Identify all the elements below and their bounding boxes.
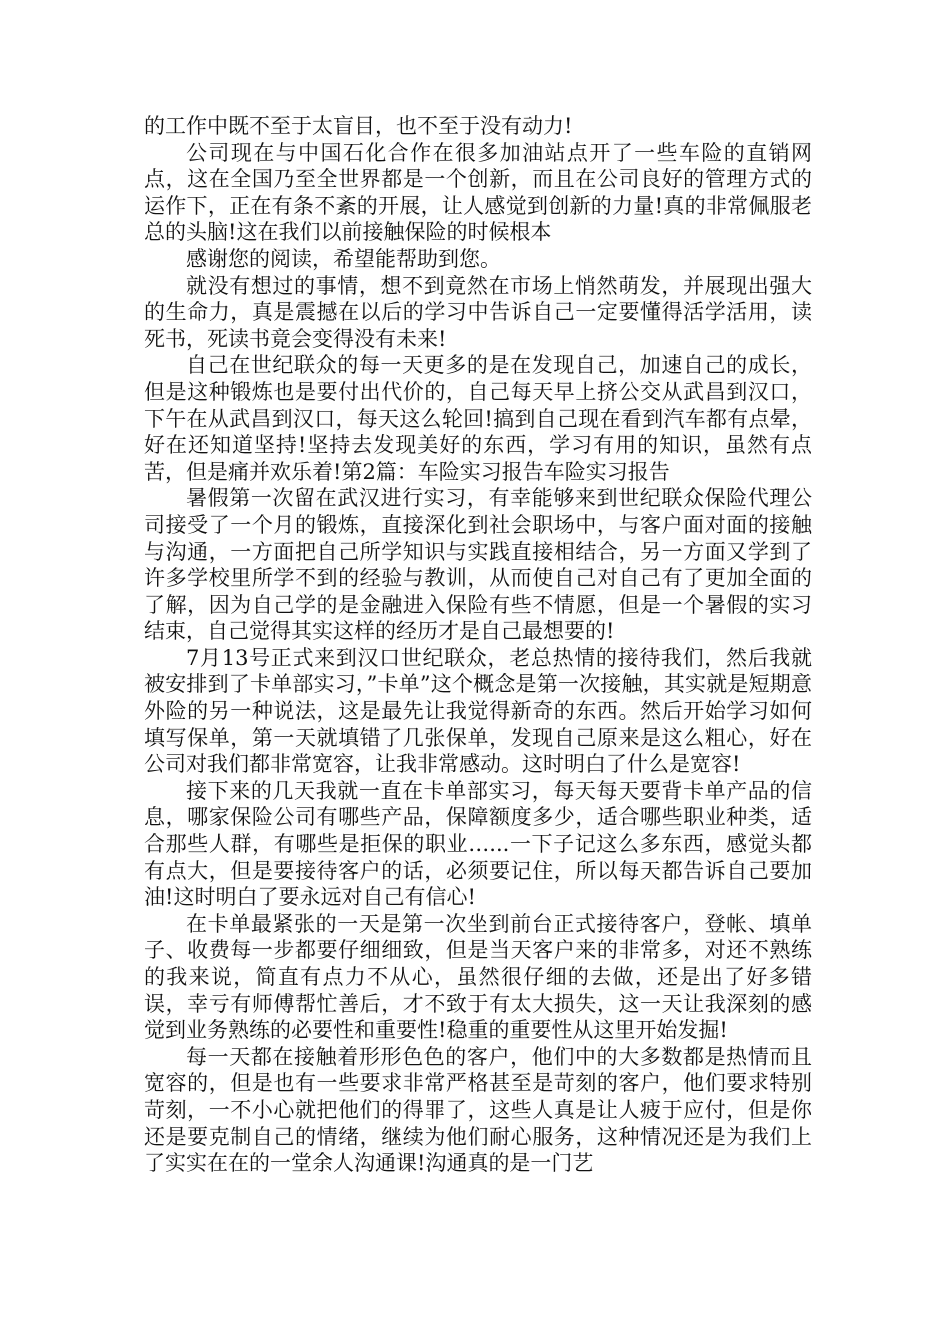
paragraph-thanks-note: 感谢您的阅读，希望能帮助到您。	[186, 246, 501, 271]
paragraph: 暑假第一次留在武汉进行实习，有幸能够来到世纪联众保险代理公司接受了一个月的锻炼，直接深化到社会职场中，与客户面对面的接触与沟通，一方面把自己所学知识与实践直接相结合，另一方面又学到了许多学校里所学不到的经验与教训，从而使自己对自己有了更加全面的了解，因为自己学的是金融进入保险有些不情愿，但是一个暑假的实习结束，自己觉得其实这样的经历才是自己最想要的!	[144, 486, 812, 644]
paragraph: 7月13号正式来到汉口世纪联众，老总热情的接待我们，然后我就被安排到了卡单部实习，”卡单”这个概念是第一次接触，其实就是短期意外险的另一种说法，这是最先让我觉得新奇的东西。然后开始学习如何填写保单，第一天就填错了几张保单，发现自己原来是这么粗心，好在公司对我们都非常宽容，让我非常感动。这时明白了什么是宽容!	[144, 645, 812, 777]
paragraph: 在卡单最紧张的一天是第一次坐到前台正式接待客户，登帐、填单子、收费每一步都要仔细细致，但是当天客户来的非常多，对还不熟练的我来说，简直有点力不从心，虽然很仔细的去做，还是出了好多错误，幸亏有师傅帮忙善后，才不致于有太大损失，这一天让我深刻的感觉到业务熟练的必要性和重要性!稳重的重要性从这里开始发掘!	[144, 911, 812, 1043]
paragraph: 自己在世纪联众的每一天更多的是在发现自己，加速自己的成长，但是这种锻炼也是要付出代价的，自己每天早上挤公交从武昌到汉口，下午在从武昌到汉口，每天这么轮回!搞到自己现在看到汽车都有点晕，好在还知道坚持!坚持去发现美好的东西，学习有用的知识，虽然有点苦，但是痛并欢乐着!第2篇：车险实习报告车险实习报告	[144, 353, 812, 484]
body-text	[144, 113, 812, 1177]
paragraph: 每一天都在接触着形形色色的客户，他们中的大多数都是热情而且宽容的，但是也有一些要求非常严格甚至是苛刻的客户，他们要求特别苛刻，一不小心就把他们的得罪了，这些人真是让人疲于应付，但是你还是要克制自己的情绪，继续为他们耐心服务，这种情况还是为我们上了实实在在的一堂余人沟通课!沟通真的是一门艺	[144, 1044, 812, 1176]
paragraph-continuation: 的工作中既不至于太盲目，也不至于没有动力!	[144, 114, 573, 138]
paragraph: 就没有想过的事情，想不到竟然在市场上悄然萌发，并展现出强大的生命力，真是震撼在以后的学习中告诉自己一定要懂得活学活用，读死书，死读书竟会变得没有未来!	[144, 273, 812, 351]
paragraph: 公司现在与中国石化合作在很多加油站点开了一些车险的直销网点，这在全国乃至全世界都是一个创新，而且在公司良好的管理方式的运作下，正在有条不紊的开展，让人感觉到创新的力量!真的非常佩服老总的头脑!这在我们以前接触保险的时候根本	[144, 140, 812, 245]
paragraph: 接下来的几天我就一直在卡单部实习，每天每天要背卡单产品的信息，哪家保险公司有哪些产品，保障额度多少，适合哪些职业种类，适合那些人群，有哪些是拒保的职业…...一下子记这么多东西，感觉头都有点大，但是要接待客户的话，必须要记住，所以每天都告诉自己要加油!这时明白了要永远对自己有信心!	[144, 778, 812, 910]
